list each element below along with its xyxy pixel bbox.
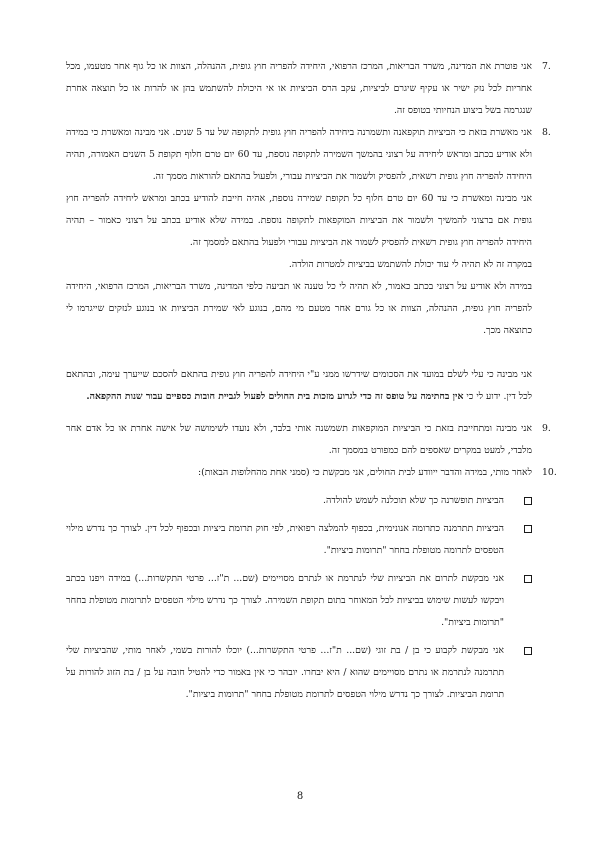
option-text: הביציות תופשרנה כך שלא תוכלנה לשמש להולדה. [323, 495, 504, 506]
clause-10 [66, 462, 557, 706]
option-1[interactable] [66, 490, 532, 512]
payment-bold-text: אין בחתימה על טופס זה כדי לגרוע מזכות בית החולים לפעול לגביית חובות כספיים עבור שנות ההקפאה. [86, 391, 464, 402]
option-checkbox[interactable] [524, 575, 532, 583]
clause-text: לאחר מותי, במידה והדבר ייוודע לבית החולים, אני מבקשת כי (סמני אחת מהחלופות הבאות): [197, 467, 532, 478]
option-3[interactable] [66, 568, 532, 634]
clause-8-continued [66, 188, 548, 408]
option-checkbox[interactable] [524, 497, 532, 505]
option-2[interactable] [66, 518, 532, 562]
paragraph: אני מבינה ומאשרת כי עד 60 יום טרם חלוף כל תקופת שמירה נוספת, אהיה חייבת להודיע בכתב ומראש ליחידה להפריה חוץ גופית אם ברצוני להמשיך ולשמור את הביציות המוקפאות לתקופה נוספת. במידה שלא אודיע בכתב על רצוני כאמור – תהיה היחידה להפריה חוץ גופית רשאית להפסיק לשמור את הביציות עבורי ולפעול בהתאם למסמך זה. [66, 193, 532, 248]
option-4[interactable] [66, 640, 532, 706]
clause-8 [66, 122, 551, 188]
clause-number: 7. [542, 61, 551, 72]
clause-number: 10. [542, 467, 557, 478]
clause-9 [66, 418, 551, 462]
clause-number: 9. [542, 423, 551, 434]
clause-text: אני מאשרת בזאת כי הביציות תוקפאנה ותשמרנה ביחידה להפריה חוץ גופית לתקופה של עד 5 שנים. אני מבינה ומאשרת כי במידה ולא אודיע בכתב ומראש ליחידה על רצוני בהמשך השמירה לתקופה נוספת, עד 60 יום טרם חלוף תקופת 5 השנים האמורה, תהיה היחידה להפריה חוץ גופית רשאית, להפסיק ולשמור את הביציות עבורי, ולפעול בהתאם להוראות מסמך זה. [66, 127, 532, 182]
page-number: 8 [296, 791, 304, 802]
option-text: אני מבקשת לקבוע כי בן / בת זוגי (שם... ת"ז... פרטי התקשרות...) יוכלו להורות בשמי, לאחר מותי, שהביציות שלי תתרמנה לנתרמת או נתרם מסויימים שהוא / היא יבחרו. יובהר כי אין באמור כדי להטיל חובה על בן / בת הזוג להורות על תרומת הביציות. לצורך כך נדרש מילוי הטפסים לתרומת מטופלת בחחר "תרומות ביציות". [66, 645, 504, 700]
option-text: אני מבקשת לתרום את הביציות שלי לנתרמת או לנתרם מסויימים (שם... ת"ז... פרטי התקשרות...) במידה ויפנו בכתב ויבקשו לעשות שימוש בביציות לכל המאוחר בתום תקופת השמירה. לצורך כך נדרש מילוי הטפסים לתרומות מטופלת בחחר "תרומות ביציות". [66, 573, 504, 628]
option-text: הביציות תתרמנה כתרומה אנונימית, בכפוף להמלצה רפואית, לפי חוק תרומת ביציות ובכפוף לכל דין. לצורך כך נדרש מילוי הטפסים לתרומה מטופלת בחחר "תרומות ביציות". [66, 523, 504, 556]
payment-text: אני מבינה כי עלי לשלם במועד את הסכומים שידרשו ממני ע"י היחידה להפריה חוץ גופית בהתאם להסכם שייערך עימה, ובהתאם לכל דין. ידוע לי כי [66, 369, 532, 402]
clause-7 [66, 56, 551, 122]
option-checkbox[interactable] [524, 525, 532, 533]
document-body [66, 56, 557, 706]
clause-text: אני מבינה ומתחייבת בזאת כי הביציות המוקפאות תשמשנה אותי בלבד, ולא נועדו לשימושה של אישה אחרת או כל אדם אחר מלבדי, למעט במקרים שאספים להם כמפורט במסמך זה. [66, 423, 532, 456]
payment-paragraph [66, 364, 532, 408]
option-checkbox[interactable] [524, 647, 532, 655]
clause-number: 8. [542, 127, 551, 138]
paragraph: במקרה זה לא תהיה לי עוד יכולת להשתמש בביציות למטרות הולדה. [288, 259, 532, 270]
clause-text: אני פוטרת את המדינה, משרד הבריאות, המרכז הרפואי, היחידה להפריה חוץ גופית, ההנהלה, הצוות או כל גוף אחר מטעמו, מכל אחריות לכל נזק ישיר או עקיף שיגרם לביציות, עקב הרס הביציות או אי היכולת להשתמש בהן או להרות או כל תוצאה אחרת שנגרמה בשל ביצוע הנחיותי בטופס זה. [66, 61, 532, 116]
paragraph: במידה ולא אודיע על רצוני בכתב כאמור, לא תהיה לי כל טענה או תביעה כלפי המדינה, משרד הבריאות, המרכז הרפואי, היחידה להפריה חוץ גופית, ההנהלה, הצוות או כל גורם אחר מטעם מי מהם, בנוגע לאי שמירת הביציות או בנוגע לנזקים שייגרמו לי כתוצאה מכך. [66, 281, 532, 336]
